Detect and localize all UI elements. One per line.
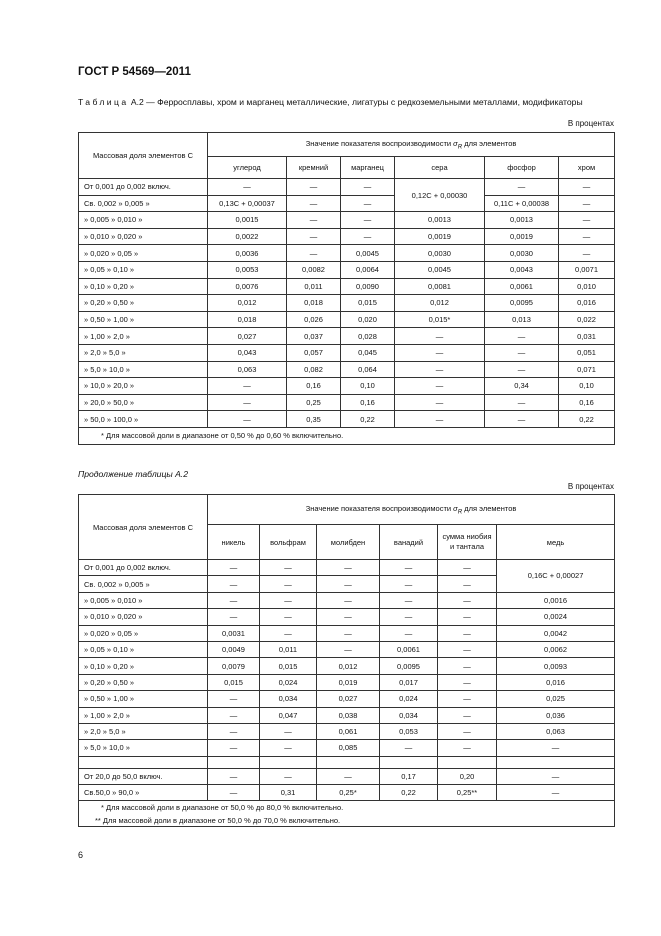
table2-row-header: Массовая доля элементов С <box>79 495 208 560</box>
table-cell: — <box>559 245 615 262</box>
table1 <box>78 132 615 445</box>
table-cell: 0,012 <box>395 295 485 312</box>
table-row <box>79 592 615 608</box>
table-cell: 0,34 <box>485 378 559 395</box>
table-cell: 0,35 <box>287 411 341 428</box>
table-cell: 0,082 <box>287 361 341 378</box>
table2-row-label: » 5,0 » 10,0 » <box>79 740 208 756</box>
table-row <box>79 411 615 428</box>
table-cell: — <box>380 560 438 576</box>
table-cell: 0,010 <box>559 278 615 295</box>
table-cell: 0,0061 <box>485 278 559 295</box>
table-cell: — <box>341 212 395 229</box>
table-cell: — <box>317 576 380 592</box>
table-row <box>79 740 615 756</box>
table-row <box>79 674 615 690</box>
table-cell: 0,019 <box>317 674 380 690</box>
table-cell: — <box>438 560 497 576</box>
table-cell: 0,025 <box>497 691 615 707</box>
table-cell: — <box>395 394 485 411</box>
table-cell: — <box>208 707 260 723</box>
table-cell: 0,047 <box>260 707 317 723</box>
table1-row-label: » 20,0 » 50,0 » <box>79 394 208 411</box>
table-cell: — <box>208 740 260 756</box>
table1-column-header: хром <box>559 157 615 179</box>
table2-column-header: вольфрам <box>260 525 317 560</box>
table-cell: 0,034 <box>380 707 438 723</box>
table-cell: 0,0095 <box>380 658 438 674</box>
table-cell: — <box>317 625 380 641</box>
table-row <box>79 344 615 361</box>
table-row <box>79 278 615 295</box>
table-cell: 0,0090 <box>341 278 395 295</box>
table-cell: 0,0053 <box>208 261 287 278</box>
table-cell: 0,028 <box>341 328 395 345</box>
table-cell: 0,051 <box>559 344 615 361</box>
table-cell: — <box>208 411 287 428</box>
table-cell: 0,053 <box>380 723 438 739</box>
table-cell: 0,013 <box>485 311 559 328</box>
table-cell: 0,063 <box>497 723 615 739</box>
table-row <box>79 361 615 378</box>
table-row <box>79 658 615 674</box>
table-cell: — <box>485 411 559 428</box>
table-cell: — <box>208 609 260 625</box>
table1-row-label: » 0,010 » 0,020 » <box>79 228 208 245</box>
table-cell: 0,0062 <box>497 641 615 657</box>
table-cell: 0,0049 <box>208 641 260 657</box>
table-cell: 0,20 <box>438 768 497 784</box>
table-cell: 0,016 <box>559 295 615 312</box>
table-cell: — <box>438 625 497 641</box>
table-cell: 0,015 <box>260 658 317 674</box>
table-cell: 0,25* <box>317 785 380 801</box>
table-cell: 0,0081 <box>395 278 485 295</box>
table-cell: 0,0043 <box>485 261 559 278</box>
table-row <box>79 261 615 278</box>
table-cell: 0,10 <box>341 378 395 395</box>
table-cell: — <box>438 723 497 739</box>
table-cell: — <box>260 592 317 608</box>
table2-group-header: Значение показателя воспроизводимости $\sigma_R$ для элементов <box>208 495 615 525</box>
table-cell: 0,0019 <box>485 228 559 245</box>
table-row <box>79 328 615 345</box>
table-cell: 0,0061 <box>380 641 438 657</box>
table2-row-label: От 20,0 до 50,0 включ. <box>79 768 208 784</box>
table1-footnote: * Для массовой доли в диапазоне от 0,50 % до 0,60 % включительно. <box>79 427 615 444</box>
table-cell: — <box>497 785 615 801</box>
table2-row-label: » 0,50 » 1,00 » <box>79 691 208 707</box>
table1-row-label: » 2,0 » 5,0 » <box>79 344 208 361</box>
table2-column-header: сумма ниобия и тантала <box>438 525 497 560</box>
table-cell: 0,0082 <box>287 261 341 278</box>
table-cell: — <box>380 592 438 608</box>
table-cell: — <box>260 609 317 625</box>
table-cell: 0,0064 <box>341 261 395 278</box>
table1-row-label: » 0,20 » 0,50 » <box>79 295 208 312</box>
table-cell: — <box>341 228 395 245</box>
table-row <box>79 212 615 229</box>
table-cell: 0,012 <box>208 295 287 312</box>
table-cell: 0,061 <box>317 723 380 739</box>
table-cell: — <box>208 785 260 801</box>
table-cell: — <box>438 576 497 592</box>
table-cell: 0,25** <box>438 785 497 801</box>
table-cell: 0,0016 <box>497 592 615 608</box>
table2-row-label: » 0,010 » 0,020 » <box>79 609 208 625</box>
table-row <box>79 195 615 212</box>
table2-row-label: » 0,005 » 0,010 » <box>79 592 208 608</box>
table-row <box>79 785 615 801</box>
table-cell: 0,22 <box>341 411 395 428</box>
table-cell: 0,16 <box>287 378 341 395</box>
table-cell: — <box>317 641 380 657</box>
table-row <box>79 311 615 328</box>
table-cell: — <box>341 179 395 196</box>
table-cell: — <box>395 344 485 361</box>
table-cell: — <box>208 592 260 608</box>
table-cell: — <box>287 245 341 262</box>
table-cell: 0,0095 <box>485 295 559 312</box>
table-cell: 0,011 <box>287 278 341 295</box>
table-cell: — <box>438 641 497 657</box>
table-cell: 0,026 <box>287 311 341 328</box>
table-row <box>79 179 615 196</box>
table-cell: — <box>395 378 485 395</box>
table2-column-header: молибден <box>317 525 380 560</box>
table-cell: 0,027 <box>317 691 380 707</box>
table-row <box>79 609 615 625</box>
table-cell: 0,037 <box>287 328 341 345</box>
table-cell: — <box>208 560 260 576</box>
table-cell: 0,0071 <box>559 261 615 278</box>
table2-row-label: » 0,10 » 0,20 » <box>79 658 208 674</box>
table1-caption-text: А.2 — Ферросплавы, хром и марганец металлические, лигатуры с редкоземельными металлами, модификаторы <box>128 97 583 107</box>
table-cell: — <box>317 560 380 576</box>
table1-column-header: сера <box>395 157 485 179</box>
table1-column-header: кремний <box>287 157 341 179</box>
table-row <box>79 394 615 411</box>
table1-row-label: От 0,001 до 0,002 включ. <box>79 179 208 196</box>
table-cell: — <box>260 576 317 592</box>
table1-column-header: углерод <box>208 157 287 179</box>
table-cell: 0,063 <box>208 361 287 378</box>
table-cell: 0,024 <box>260 674 317 690</box>
table-row <box>79 641 615 657</box>
table-row <box>79 245 615 262</box>
table-cell: — <box>438 658 497 674</box>
table-cell: — <box>287 195 341 212</box>
table-cell: — <box>260 768 317 784</box>
table-cell: — <box>559 195 615 212</box>
table-cell: 0,0013 <box>485 212 559 229</box>
table2-row-label: » 0,20 » 0,50 » <box>79 674 208 690</box>
table-row <box>79 691 615 707</box>
table-cell: 0,0093 <box>497 658 615 674</box>
table1-row-header: Массовая доля элементов С <box>79 133 208 179</box>
table-row <box>79 625 615 641</box>
table-row <box>79 707 615 723</box>
table-cell: 0,31 <box>260 785 317 801</box>
table-cell: — <box>341 195 395 212</box>
table-cell: 0,018 <box>208 311 287 328</box>
table1-row-label: » 0,10 » 0,20 » <box>79 278 208 295</box>
table1-column-header: фосфор <box>485 157 559 179</box>
table-cell: 0,17 <box>380 768 438 784</box>
table-cell: 0,0030 <box>485 245 559 262</box>
table-cell: 0,13C + 0,00037 <box>208 195 287 212</box>
table-cell: — <box>438 674 497 690</box>
table-cell: — <box>260 625 317 641</box>
table2-merged-cell: 0,16C + 0,00027 <box>497 560 615 593</box>
table1-group-header: Значение показателя воспроизводимости $\sigma_R$ для элементов <box>208 133 615 157</box>
table-cell: — <box>395 361 485 378</box>
table-cell: — <box>260 723 317 739</box>
table-cell: — <box>208 394 287 411</box>
table-cell: — <box>438 707 497 723</box>
table-cell: 0,022 <box>559 311 615 328</box>
table-cell: — <box>559 179 615 196</box>
table-cell: — <box>438 592 497 608</box>
table2-units: В процентах <box>567 482 614 491</box>
table-cell: 0,0013 <box>395 212 485 229</box>
table-cell: 0,034 <box>260 691 317 707</box>
table-cell: 0,057 <box>287 344 341 361</box>
table-cell: — <box>438 740 497 756</box>
table1-caption-word: Таблица <box>78 97 129 107</box>
table-cell: — <box>287 228 341 245</box>
table-cell: — <box>438 691 497 707</box>
table-cell: — <box>208 723 260 739</box>
table-cell: 0,036 <box>497 707 615 723</box>
table-cell: 0,0036 <box>208 245 287 262</box>
table-cell: 0,071 <box>559 361 615 378</box>
table2-column-header: медь <box>497 525 615 560</box>
table-cell: 0,0022 <box>208 228 287 245</box>
table1-row-label: » 0,05 » 0,10 » <box>79 261 208 278</box>
table-cell: — <box>317 592 380 608</box>
table-cell: — <box>485 361 559 378</box>
table2-row-label: » 2,0 » 5,0 » <box>79 723 208 739</box>
table-cell: — <box>497 740 615 756</box>
table-cell: — <box>260 560 317 576</box>
table-cell: 0,031 <box>559 328 615 345</box>
table2-footnote-1: * Для массовой доли в диапазоне от 50,0 % до 80,0 % включительно. <box>79 801 615 814</box>
table-cell: — <box>317 609 380 625</box>
table1-column-header: марганец <box>341 157 395 179</box>
table-cell: 0,22 <box>380 785 438 801</box>
table-row <box>79 768 615 784</box>
table-cell: 0,0024 <box>497 609 615 625</box>
table2-column-header: никель <box>208 525 260 560</box>
table1-row-label: » 5,0 » 10,0 » <box>79 361 208 378</box>
table-cell: — <box>208 378 287 395</box>
table-cell: 0,25 <box>287 394 341 411</box>
table-cell: — <box>380 609 438 625</box>
table-cell: 0,0015 <box>208 212 287 229</box>
table-cell: — <box>485 394 559 411</box>
table1-caption <box>78 96 614 108</box>
table2-footnote-2: ** Для массовой доли в диапазоне от 50,0 % до 70,0 % включительно. <box>79 814 615 827</box>
document-title: ГОСТ Р 54569—2011 <box>78 66 191 78</box>
table-cell: 0,0045 <box>341 245 395 262</box>
table2-gap-row <box>79 756 615 768</box>
table-cell: — <box>287 179 341 196</box>
table2-row-label: » 0,05 » 0,10 » <box>79 641 208 657</box>
table-row <box>79 295 615 312</box>
table-cell: 0,0079 <box>208 658 260 674</box>
table-row <box>79 723 615 739</box>
table1-merged-cell: 0,12C + 0,00030 <box>395 179 485 212</box>
table1-row-label: » 10,0 » 20,0 » <box>79 378 208 395</box>
table1-row-label: » 50,0 » 100,0 » <box>79 411 208 428</box>
table-cell: 0,015 <box>341 295 395 312</box>
table-cell: — <box>485 179 559 196</box>
table-cell: 0,0031 <box>208 625 260 641</box>
table-cell: — <box>485 328 559 345</box>
table-cell: 0,020 <box>341 311 395 328</box>
table-cell: 0,10 <box>559 378 615 395</box>
table-row <box>79 560 615 576</box>
table-cell: — <box>438 609 497 625</box>
table-cell: 0,22 <box>559 411 615 428</box>
table-cell: 0,015 <box>208 674 260 690</box>
table-cell: — <box>208 576 260 592</box>
table-cell: 0,0030 <box>395 245 485 262</box>
table-cell: 0,015* <box>395 311 485 328</box>
table-cell: — <box>287 212 341 229</box>
table1-row-label: » 0,020 » 0,05 » <box>79 245 208 262</box>
table-row <box>79 378 615 395</box>
table2 <box>78 494 615 827</box>
table-cell: 0,16 <box>341 394 395 411</box>
table-cell: 0,0076 <box>208 278 287 295</box>
table-cell: 0,012 <box>317 658 380 674</box>
table-cell: — <box>208 691 260 707</box>
table-cell: 0,018 <box>287 295 341 312</box>
table2-column-header: ванадий <box>380 525 438 560</box>
table-cell: — <box>380 740 438 756</box>
table1-row-label: Св. 0,002 » 0,005 » <box>79 195 208 212</box>
table-cell: 0,16 <box>559 394 615 411</box>
table-cell: 0,085 <box>317 740 380 756</box>
table-cell: — <box>485 344 559 361</box>
table1-row-label: » 1,00 » 2,0 » <box>79 328 208 345</box>
table1-units: В процентах <box>567 119 614 128</box>
table-cell: — <box>559 212 615 229</box>
table-cell: 0,0019 <box>395 228 485 245</box>
table-cell: 0,0045 <box>395 261 485 278</box>
table-cell: 0,024 <box>380 691 438 707</box>
table-cell: 0,027 <box>208 328 287 345</box>
table-cell: — <box>559 228 615 245</box>
table-cell: — <box>395 328 485 345</box>
table2-row-label: » 1,00 » 2,0 » <box>79 707 208 723</box>
table-cell: 0,064 <box>341 361 395 378</box>
table2-caption: Продолжение таблицы А.2 <box>78 469 188 479</box>
table-cell: — <box>380 576 438 592</box>
table-cell: 0,11C + 0,00038 <box>485 195 559 212</box>
table-cell: — <box>380 625 438 641</box>
table-row <box>79 228 615 245</box>
table-cell: 0,017 <box>380 674 438 690</box>
page-number: 6 <box>78 850 84 860</box>
table2-row-label: От 0,001 до 0,002 включ. <box>79 560 208 576</box>
table-cell: 0,0042 <box>497 625 615 641</box>
table-cell: — <box>260 740 317 756</box>
table-cell: 0,045 <box>341 344 395 361</box>
table-cell: 0,038 <box>317 707 380 723</box>
table1-row-label: » 0,50 » 1,00 » <box>79 311 208 328</box>
table2-row-label: Св.50,0 » 90,0 » <box>79 785 208 801</box>
table-cell: — <box>497 768 615 784</box>
table-cell: — <box>317 768 380 784</box>
table-cell: 0,011 <box>260 641 317 657</box>
table-cell: — <box>395 411 485 428</box>
table2-row-label: Св. 0,002 » 0,005 » <box>79 576 208 592</box>
table-cell: 0,016 <box>497 674 615 690</box>
table1-row-label: » 0,005 » 0,010 » <box>79 212 208 229</box>
table-cell: — <box>208 179 287 196</box>
table-cell: 0,043 <box>208 344 287 361</box>
table-cell: — <box>208 768 260 784</box>
table2-row-label: » 0,020 » 0,05 » <box>79 625 208 641</box>
